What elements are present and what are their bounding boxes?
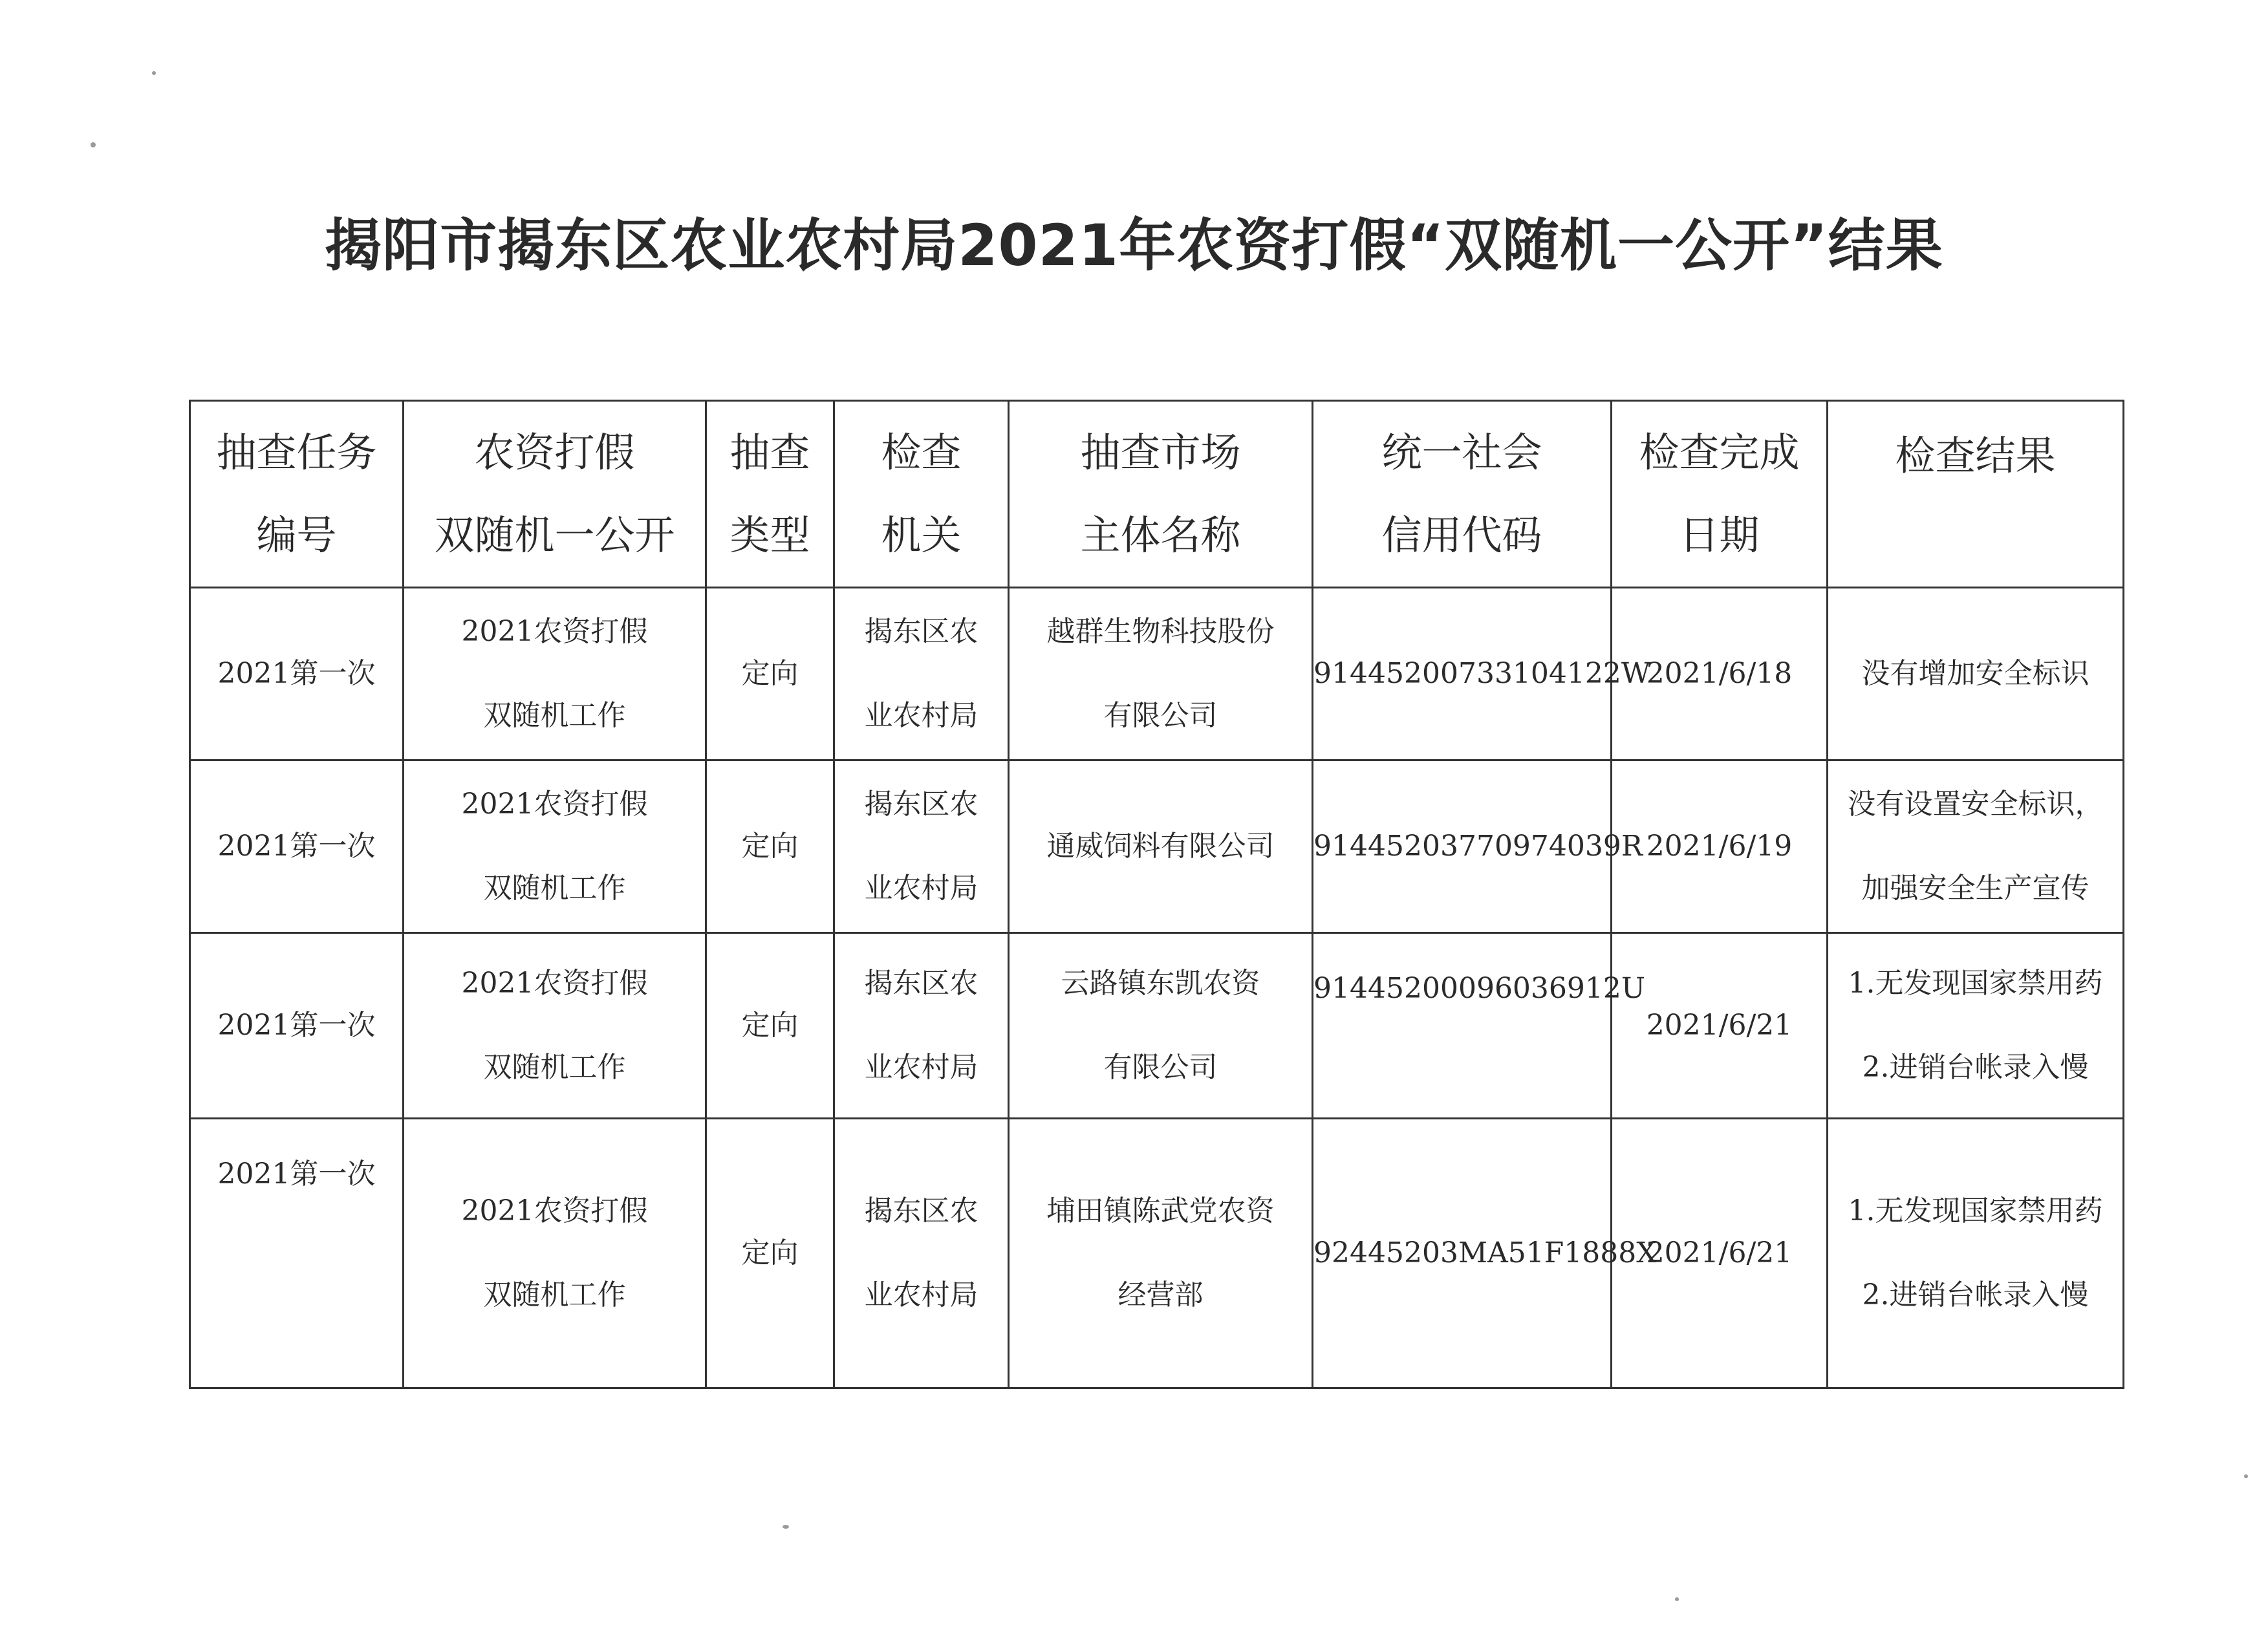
scan-speck xyxy=(1675,1597,1679,1601)
cell-date: 2021/6/18 xyxy=(1612,588,1828,760)
scan-speck xyxy=(152,71,156,75)
cell-task-no: 2021第一次 xyxy=(190,1119,404,1388)
inspection-results-table xyxy=(189,400,2124,1389)
cell-credit-code: 91445200733104122W xyxy=(1313,588,1612,760)
cell-date: 2021/6/21 xyxy=(1612,933,1828,1119)
cell-date: 2021/6/19 xyxy=(1612,760,1828,933)
cell-project: 2021农资打假 双随机工作 xyxy=(404,588,706,760)
header-credit-code: 统一社会 信用代码 xyxy=(1313,401,1612,588)
header-date: 检查完成 日期 xyxy=(1612,401,1828,588)
cell-agency: 揭东区农 业农村局 xyxy=(834,1119,1009,1388)
cell-entity: 通威饲料有限公司 xyxy=(1009,760,1313,933)
cell-project: 2021农资打假 双随机工作 xyxy=(404,933,706,1119)
cell-task-no: 2021第一次 xyxy=(190,933,404,1119)
cell-task-no: 2021第一次 xyxy=(190,760,404,933)
header-agency: 检查 机关 xyxy=(834,401,1009,588)
header-project: 农资打假 双随机一公开 xyxy=(404,401,706,588)
header-type: 抽查 类型 xyxy=(706,401,834,588)
cell-result: 没有增加安全标识 xyxy=(1828,588,2124,760)
table-row xyxy=(190,933,2124,1119)
table-row xyxy=(190,760,2124,933)
cell-agency: 揭东区农 业农村局 xyxy=(834,760,1009,933)
cell-result: 没有设置安全标识， 加强安全生产宣传 xyxy=(1828,760,2124,933)
cell-result: 1.无发现国家禁用药 2.进销台帐录入慢 xyxy=(1828,933,2124,1119)
cell-task-no: 2021第一次 xyxy=(190,588,404,760)
table-row xyxy=(190,588,2124,760)
cell-entity: 越群生物科技股份 有限公司 xyxy=(1009,588,1313,760)
cell-agency: 揭东区农 业农村局 xyxy=(834,588,1009,760)
cell-type: 定向 xyxy=(706,1119,834,1388)
cell-project: 2021农资打假 双随机工作 xyxy=(404,760,706,933)
cell-entity: 云路镇东凯农资 有限公司 xyxy=(1009,933,1313,1119)
cell-project: 2021农资打假 双随机工作 xyxy=(404,1119,706,1388)
cell-entity: 埔田镇陈武党农资 经营部 xyxy=(1009,1119,1313,1388)
header-entity: 抽查市场 主体名称 xyxy=(1009,401,1313,588)
cell-credit-code: 92445203MA51F1888X xyxy=(1313,1119,1612,1388)
table-header-row xyxy=(190,401,2124,588)
document-title: 揭阳市揭东区农业农村局2021年农资打假“双随机一公开”结果 xyxy=(325,212,1943,279)
cell-result: 1.无发现国家禁用药 2.进销台帐录入慢 xyxy=(1828,1119,2124,1388)
table-row xyxy=(190,1119,2124,1388)
cell-date: 2021/6/21 xyxy=(1612,1119,1828,1388)
scan-speck xyxy=(783,1525,789,1529)
header-task-no: 抽查任务 编号 xyxy=(190,401,404,588)
scan-speck xyxy=(2244,1474,2248,1478)
cell-credit-code: 91445200096036912U xyxy=(1313,933,1612,1119)
cell-agency: 揭东区农 业农村局 xyxy=(834,933,1009,1119)
cell-type: 定向 xyxy=(706,933,834,1119)
cell-type: 定向 xyxy=(706,588,834,760)
cell-credit-code: 91445203770974039R xyxy=(1313,760,1612,933)
scan-speck xyxy=(91,142,96,147)
cell-type: 定向 xyxy=(706,760,834,933)
header-result: 检查结果 xyxy=(1828,401,2124,588)
